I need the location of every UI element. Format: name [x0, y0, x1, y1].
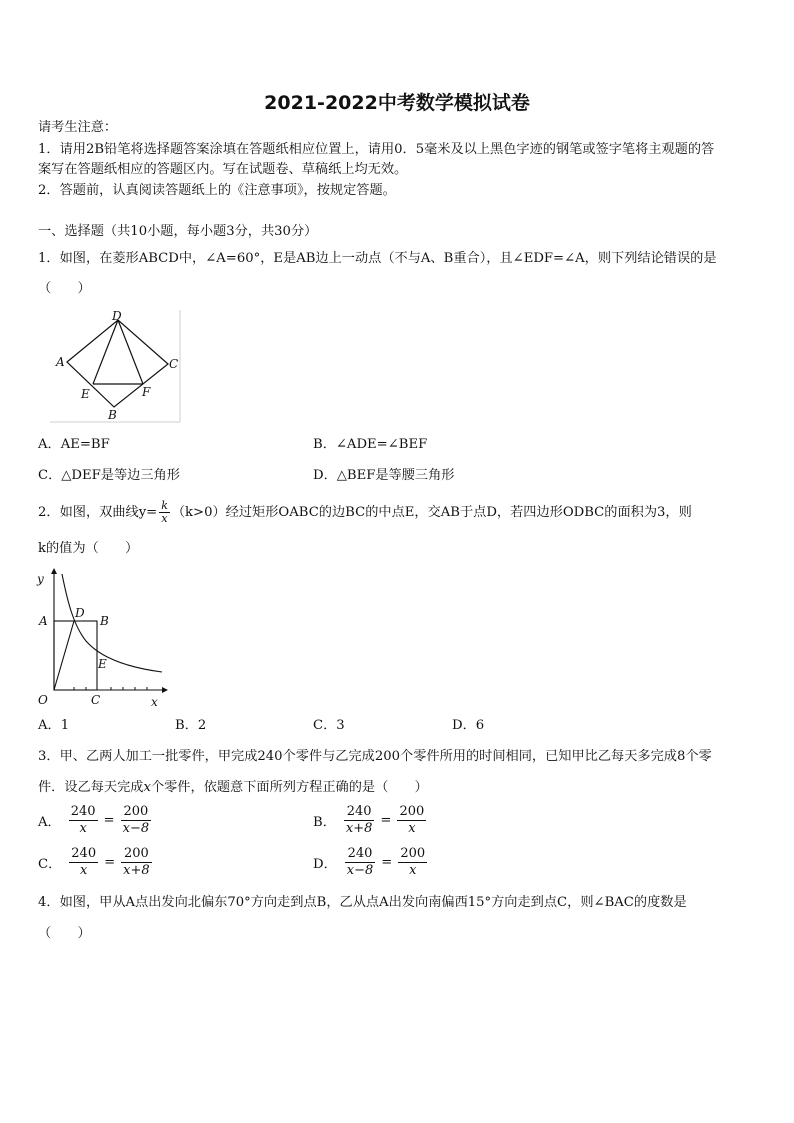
q1-label-d: D — [112, 309, 122, 323]
q3-option-b-frac-right — [397, 804, 426, 837]
q1-option-a[interactable]: A．AE=BF — [38, 437, 110, 452]
q1-label-f: F — [142, 385, 151, 399]
q2-label-b: B — [100, 614, 109, 628]
notice-heading: 请考生注意： — [38, 120, 118, 135]
q1-option-d[interactable]: D．△BEF是等腰三角形 — [313, 468, 455, 483]
notice-item-1-cont: 案写在答题纸相应的答题区内。写在试题卷、草稿纸上均无效。 — [38, 162, 408, 177]
equals-sign: = — [381, 855, 393, 870]
frac-num: 240 — [70, 804, 96, 819]
q3-option-c-frac-right — [121, 846, 152, 879]
q2-blank: k的值为（ ） — [38, 541, 139, 556]
q3-stem: 3．甲、乙两人加工一批零件，甲完成240个零件与乙完成200个零件所用的时间相同，已知甲比乙每天多完成8个零 — [38, 749, 712, 764]
frac-num: 200 — [399, 804, 425, 819]
q3-stem-2-post: 个零件，依题意下面所列方程正确的是（ ） — [150, 780, 428, 795]
q1-label-b: B — [108, 408, 117, 422]
q2-label-y: y — [37, 572, 44, 586]
q2-stem — [38, 500, 692, 525]
q3-option-c-frac-left — [69, 846, 98, 879]
q2-stem-pre: 2．如图，双曲线y= — [38, 504, 158, 520]
q1-blank: （ ） — [38, 281, 91, 296]
q3-option-b-label: B． — [313, 815, 336, 830]
q2-option-b[interactable]: B．2 — [175, 718, 207, 733]
q2-fraction — [159, 500, 170, 525]
equals-sign: = — [103, 813, 115, 828]
q2-option-c[interactable]: C．3 — [313, 718, 345, 733]
q3-option-b[interactable] — [313, 804, 428, 837]
frac-num: 200 — [121, 846, 152, 863]
q3-option-d-frac-left — [345, 846, 376, 879]
frac-den: x — [80, 863, 88, 878]
q1-label-a: A — [56, 355, 65, 369]
q3-option-b-frac-left — [344, 804, 375, 837]
q2-label-x: x — [151, 695, 158, 709]
frac-den: x — [409, 863, 417, 878]
section-heading: 一、选择题（共10小题，每小题3分，共30分） — [38, 224, 318, 239]
q3-option-d-frac-right — [398, 846, 427, 879]
q3-variable: x — [143, 780, 151, 795]
notice-item-1: 1．请用2B铅笔将选择题答案涂填在答题纸相应位置上，请用0．5毫米及以上黑色字迹的钢笔或签字笔将主观题的答 — [38, 142, 715, 157]
q2-label-o: O — [38, 693, 48, 707]
q4-blank: （ ） — [38, 926, 91, 941]
page-title: 2021-2022中考数学模拟试卷 — [264, 92, 530, 114]
frac-den: x+8 — [345, 821, 373, 836]
frac-num: 200 — [121, 804, 152, 821]
notice-item-2: 2．答题前，认真阅读答题纸上的《注意事项》，按规定答题。 — [38, 183, 396, 198]
q2-option-a[interactable]: A．1 — [38, 718, 70, 733]
q3-stem-2-pre: 件．设乙每天完成 — [38, 780, 144, 795]
equals-sign: = — [380, 813, 392, 828]
q1-option-c[interactable]: C．△DEF是等边三角形 — [38, 468, 180, 483]
frac-den: x−8 — [122, 821, 150, 836]
q2-label-d: D — [75, 606, 85, 620]
frac-den: x−8 — [346, 863, 374, 878]
q2-fraction-den: x — [161, 512, 168, 525]
q3-option-a[interactable] — [38, 804, 153, 837]
frac-den: x+8 — [123, 863, 150, 878]
q1-stem: 1．如图，在菱形ABCD中，∠A=60°，E是AB边上一动点（不与A、B重合），且∠EDF=∠A，则下列结论错误的是 — [38, 251, 717, 266]
q1-label-c: C — [169, 357, 179, 371]
q3-option-c-label: C． — [38, 857, 62, 872]
q2-option-d[interactable]: D．6 — [452, 718, 485, 733]
frac-den: x — [408, 821, 416, 836]
q3-option-c[interactable] — [38, 846, 154, 879]
q3-option-a-label: A． — [38, 815, 61, 830]
q2-stem-post: （k>0）经过矩形OABC的边BC的中点E，交AB于点D，若四边形ODBC的面积为3，则 — [171, 504, 692, 520]
frac-den: x — [79, 821, 87, 836]
frac-num: 200 — [400, 846, 426, 861]
q2-label-a: A — [39, 614, 48, 628]
frac-num: 240 — [344, 804, 375, 821]
q1-rhombus-figure — [50, 306, 185, 426]
q2-fraction-num: k — [161, 499, 168, 512]
q3-option-d[interactable] — [313, 846, 429, 879]
q1-option-b[interactable]: B．∠ADE=∠BEF — [313, 437, 428, 452]
q1-label-e: E — [81, 387, 90, 401]
q2-hyperbola-figure — [34, 566, 174, 711]
q3-stem-2 — [38, 778, 428, 798]
q2-label-e: E — [98, 657, 107, 671]
equals-sign: = — [104, 855, 116, 870]
q4-stem: 4．如图，甲从A点出发向北偏东70°方向走到点B，乙从点A出发向南偏西15°方向走到点C，则∠BAC的度数是 — [38, 895, 687, 910]
q3-option-a-frac-right — [121, 804, 152, 837]
frac-num: 240 — [71, 846, 97, 861]
q2-label-c: C — [91, 693, 101, 707]
frac-num: 240 — [345, 846, 376, 863]
q3-option-d-label: D． — [313, 857, 337, 872]
q3-option-a-frac-left — [69, 804, 98, 837]
